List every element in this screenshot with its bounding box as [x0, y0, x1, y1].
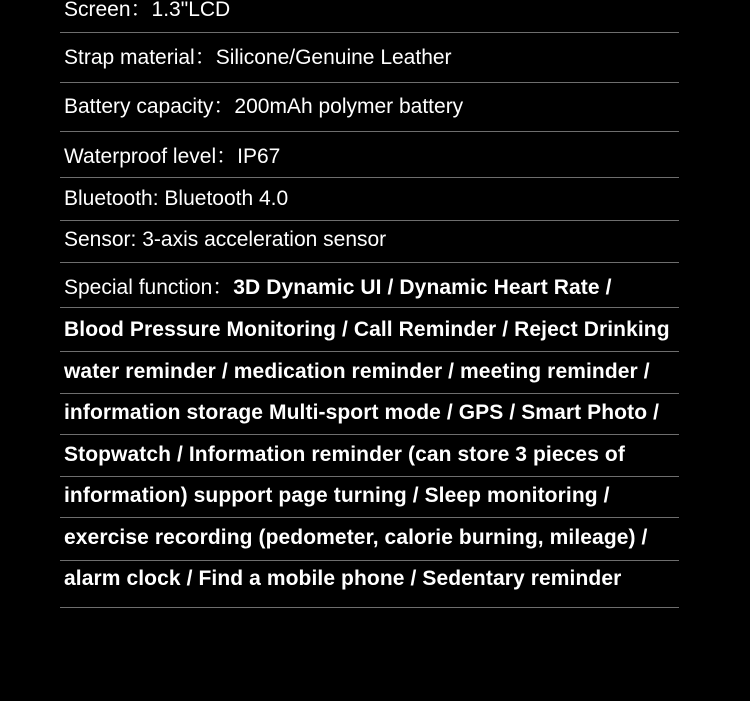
spec-sensor — [64, 228, 386, 252]
spec-battery-label: Battery capacity： — [64, 95, 235, 118]
divider — [60, 607, 679, 608]
divider — [60, 517, 679, 518]
special-function-line: information) support page turning / Sleep monitoring / — [64, 484, 610, 507]
divider — [60, 476, 679, 477]
spec-screen — [64, 0, 230, 22]
divider — [60, 177, 679, 178]
spec-strap-label: Strap material： — [64, 46, 216, 69]
special-function-line: Stopwatch / Information reminder (can store 3 pieces of — [64, 443, 625, 466]
special-function-line: water reminder / medication reminder / meeting reminder / — [64, 360, 650, 383]
divider — [60, 131, 679, 132]
special-function-label: Special function： — [64, 276, 234, 299]
divider — [60, 307, 679, 308]
spec-sensor-label: Sensor: — [64, 228, 137, 251]
special-function-text: 3D Dynamic UI / Dynamic Heart Rate / — [233, 276, 612, 299]
spec-strap-value: Silicone/Genuine Leather — [215, 46, 452, 69]
special-function-line — [64, 276, 612, 300]
divider — [60, 393, 679, 394]
divider — [60, 560, 679, 561]
spec-strap — [64, 46, 452, 70]
spec-battery — [64, 95, 463, 119]
spec-waterproof-value: IP67 — [237, 145, 281, 168]
divider — [60, 262, 679, 263]
special-function-line: information storage Multi-sport mode / GPS / Smart Photo / — [64, 401, 659, 424]
special-function-line: alarm clock / Find a mobile phone / Sedentary reminder — [64, 567, 622, 590]
divider — [60, 32, 679, 33]
special-function-line: exercise recording (pedometer, calorie burning, mileage) / — [64, 526, 648, 549]
spec-waterproof — [64, 145, 280, 169]
spec-bluetooth — [64, 187, 288, 211]
spec-bluetooth-label: Bluetooth: — [64, 187, 159, 210]
spec-screen-label: Screen： — [64, 0, 152, 21]
divider — [60, 220, 679, 221]
spec-bluetooth-value: Bluetooth 4.0 — [164, 187, 289, 210]
spec-waterproof-label: Waterproof level： — [64, 145, 238, 168]
spec-screen-value: 1.3"LCD — [151, 0, 231, 21]
divider — [60, 351, 679, 352]
spec-sensor-value: 3-axis acceleration sensor — [142, 228, 387, 251]
divider — [60, 82, 679, 83]
spec-battery-value: 200mAh polymer battery — [234, 95, 464, 118]
special-function-line: Blood Pressure Monitoring / Call Reminder / Reject Drinking — [64, 318, 670, 341]
divider — [60, 434, 679, 435]
